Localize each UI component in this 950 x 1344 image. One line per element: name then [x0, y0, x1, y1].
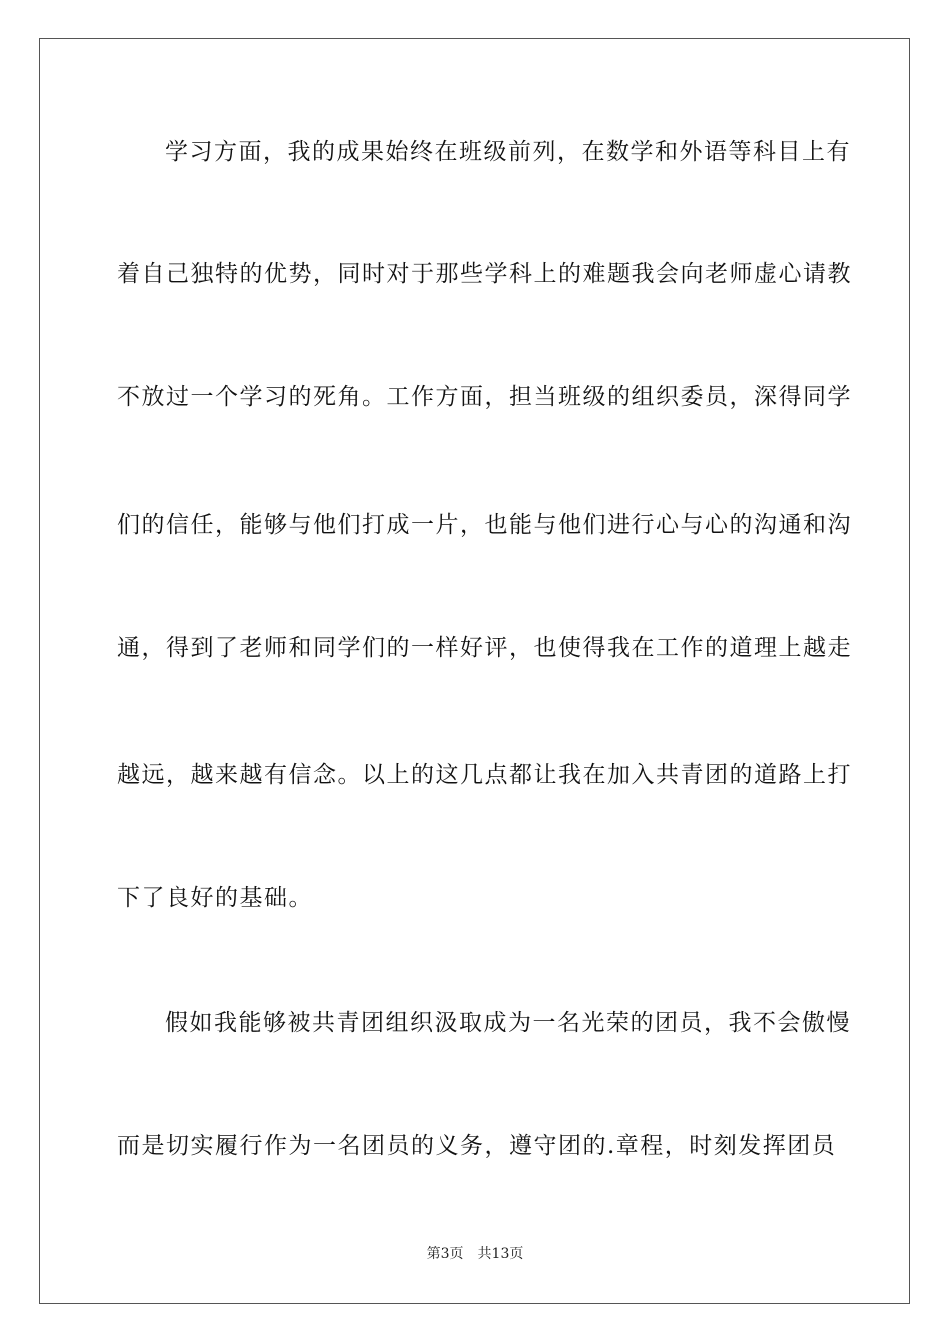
paragraph-line: 而是切实履行作为一名团员的义务，遵守团的.章程，时刻发挥团员 [117, 1133, 837, 1159]
paragraph-line: 假如我能够被共青团组织汲取成为一名光荣的团员，我不会傲慢 [165, 1010, 851, 1036]
page-footer [0, 1244, 950, 1264]
paragraph-line: 们的信任，能够与他们打成一片，也能与他们进行心与心的沟通和沟 [117, 512, 852, 538]
paragraph-line: 下了良好的基础。 [117, 885, 313, 911]
paragraph-line: 学习方面，我的成果始终在班级前列，在数学和外语等科目上有 [165, 139, 851, 165]
page-total: 共13页 [477, 1246, 524, 1262]
paragraph-line: 通，得到了老师和同学们的一样好评，也使得我在工作的道理上越走 [117, 635, 852, 661]
page-number: 第3页 [426, 1246, 464, 1262]
paragraph-line: 越远，越来越有信念。以上的这几点都让我在加入共青团的道路上打 [117, 762, 852, 788]
page-frame [39, 38, 910, 1304]
paragraph-line: 着自己独特的优势，同时对于那些学科上的难题我会向老师虚心请教 [117, 261, 852, 287]
paragraph-line: 不放过一个学习的死角。工作方面，担当班级的组织委员，深得同学 [117, 384, 852, 410]
